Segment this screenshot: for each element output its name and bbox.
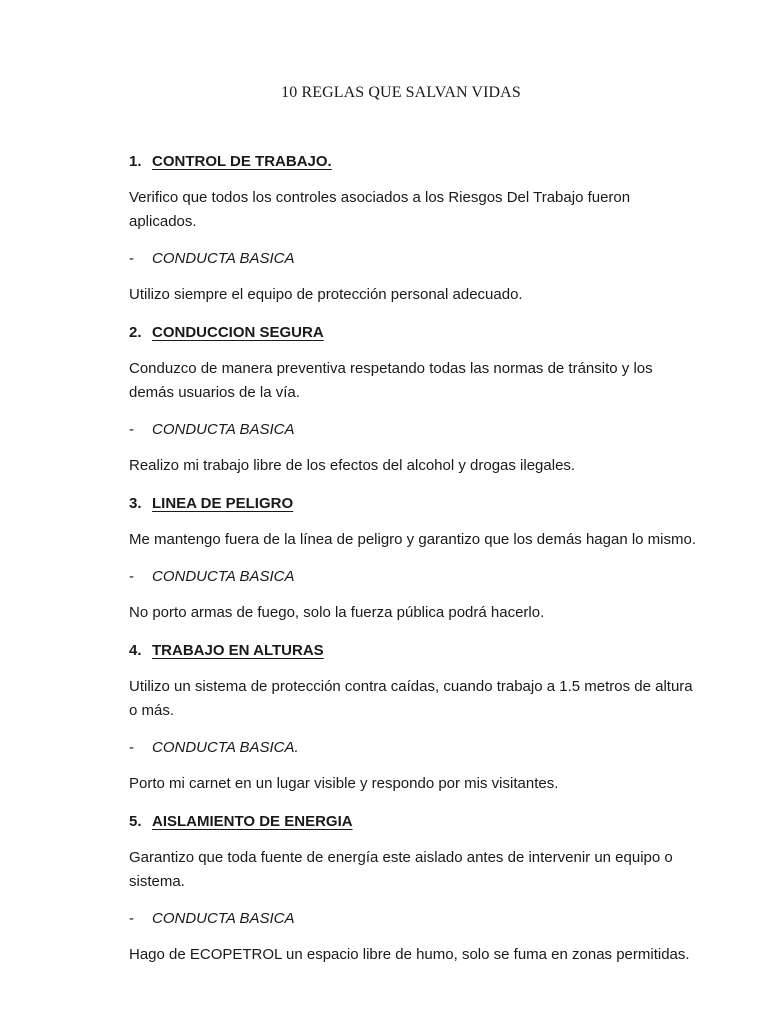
conduct-label-line — [129, 247, 699, 271]
rule-description: Me mantengo fuera de la línea de peligro y garantizo que los demás hagan lo mismo. — [129, 531, 697, 548]
basic-conduct-text: No porto armas de fuego, solo la fuerza pública podrá hacerlo. — [129, 604, 545, 621]
rules-list — [129, 150, 699, 981]
basic-conduct-text: Utilizo siempre el equipo de protección personal adecuado. — [129, 286, 523, 303]
rule-heading — [129, 150, 699, 174]
rule-item — [129, 321, 699, 478]
rule-heading — [129, 492, 699, 516]
rule-name: CONDUCCION SEGURA — [152, 324, 324, 341]
conduct-label: CONDUCTA BASICA — [152, 421, 295, 438]
rule-item — [129, 810, 699, 967]
rule-name: AISLAMIENTO DE ENERGIA — [152, 813, 353, 830]
conduct-label-line — [129, 418, 699, 442]
rule-heading — [129, 639, 699, 663]
conduct-label-line — [129, 907, 699, 931]
rule-heading — [129, 810, 699, 834]
conduct-dash: - — [129, 250, 134, 267]
rule-name: TRABAJO EN ALTURAS — [152, 642, 324, 659]
conduct-dash: - — [129, 910, 134, 927]
conduct-label: CONDUCTA BASICA — [152, 250, 295, 267]
conduct-dash: - — [129, 739, 134, 756]
basic-conduct-text: Realizo mi trabajo libre de los efectos del alcohol y drogas ilegales. — [129, 457, 576, 474]
basic-conduct-text: Porto mi carnet en un lugar visible y respondo por mis visitantes. — [129, 775, 559, 792]
conduct-label: CONDUCTA BASICA. — [152, 739, 299, 756]
conduct-label: CONDUCTA BASICA — [152, 568, 295, 585]
conduct-label-line — [129, 736, 699, 760]
rule-name: LINEA DE PELIGRO — [152, 495, 294, 512]
conduct-dash: - — [129, 421, 134, 438]
rule-item — [129, 639, 699, 796]
rule-number: 3. — [129, 495, 142, 512]
rule-number: 1. — [129, 153, 142, 170]
conduct-label-line — [129, 565, 699, 589]
rule-description: Garantizo que toda fuente de energía este aislado antes de intervenir un equipo o sistema. — [129, 849, 673, 890]
rule-name: CONTROL DE TRABAJO. — [152, 153, 332, 170]
rule-item — [129, 492, 699, 625]
conduct-label: CONDUCTA BASICA — [152, 910, 295, 927]
rule-item — [129, 150, 699, 307]
rule-description: Utilizo un sistema de protección contra caídas, cuando trabajo a 1.5 metros de altura o más. — [129, 678, 693, 719]
rule-description: Verifico que todos los controles asociados a los Riesgos Del Trabajo fueron aplicados. — [129, 189, 631, 230]
rule-number: 2. — [129, 324, 142, 341]
basic-conduct-text: Hago de ECOPETROL un espacio libre de humo, solo se fuma en zonas permitidas. — [129, 946, 690, 963]
document-title: 10 REGLAS QUE SALVAN VIDAS — [281, 84, 521, 101]
rule-heading — [129, 321, 699, 345]
rule-number: 5. — [129, 813, 142, 830]
conduct-dash: - — [129, 568, 134, 585]
rule-number: 4. — [129, 642, 142, 659]
rule-description: Conduzco de manera preventiva respetando todas las normas de tránsito y los demás usuarios de la vía. — [129, 360, 653, 401]
